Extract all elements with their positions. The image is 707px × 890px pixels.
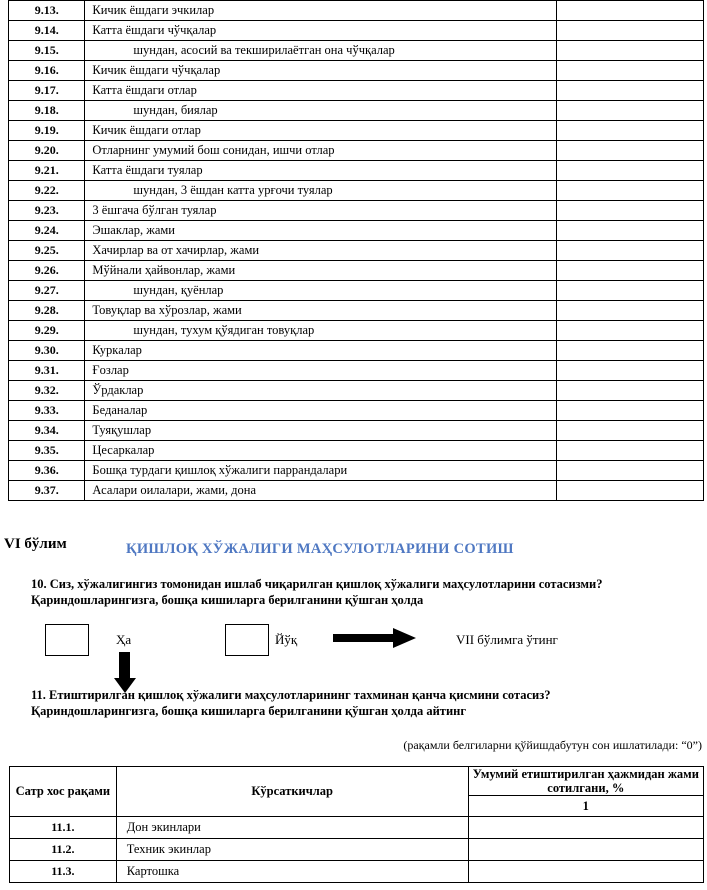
table-row	[9, 401, 704, 421]
row-value-cell[interactable]	[556, 381, 703, 401]
row-value-cell[interactable]	[468, 817, 703, 839]
row-value-cell[interactable]	[468, 839, 703, 861]
table-row	[9, 81, 704, 101]
row-value-cell[interactable]	[556, 1, 703, 21]
row-code: 9.20.	[9, 141, 85, 161]
table-row	[9, 381, 704, 401]
row-value-cell[interactable]	[556, 221, 703, 241]
row-code: 9.24.	[9, 221, 85, 241]
row-code: 9.30.	[9, 341, 85, 361]
table-row	[10, 861, 704, 883]
row-label: Туяқушлар	[85, 421, 556, 441]
row-label: Кичик ёшдаги эчкилар	[85, 1, 556, 21]
row-label: Куркалар	[85, 341, 556, 361]
row-label: 3 ёшгача бўлган туялар	[85, 201, 556, 221]
row-value-cell[interactable]	[556, 341, 703, 361]
row-label: Беданалар	[85, 401, 556, 421]
question-11-line2: Қариндошларингизга, бошқа кишиларга берилганини қўшган ҳолда айтинг	[31, 704, 467, 718]
row-label: Картошка	[116, 861, 468, 883]
table-row	[10, 817, 704, 839]
row-value-cell[interactable]	[556, 401, 703, 421]
row-code: 9.28.	[9, 301, 85, 321]
row-label: Катта ёшдаги чўчқалар	[85, 21, 556, 41]
row-label: Хачирлар ва от хачирлар, жами	[85, 241, 556, 261]
row-code: 9.35.	[9, 441, 85, 461]
row-code: 9.32.	[9, 381, 85, 401]
table-row	[9, 421, 704, 441]
question-11-line1: 11. Етиштирилган қишлоқ хўжалиги маҳсулотларининг тахминан қанча қисмини сотасиз?	[31, 688, 551, 702]
row-code: 9.31.	[9, 361, 85, 381]
row-label: Кичик ёшдаги отлар	[85, 121, 556, 141]
row-label: Ўрдаклар	[85, 381, 556, 401]
table-row	[9, 41, 704, 61]
row-label: Эшаклар, жами	[85, 221, 556, 241]
table-row	[9, 21, 704, 41]
table-row	[9, 281, 704, 301]
row-label: шундан, тухум қўядиган товуқлар	[85, 321, 556, 341]
row-value-cell[interactable]	[468, 861, 703, 883]
row-value-cell[interactable]	[556, 181, 703, 201]
row-code: 9.34.	[9, 421, 85, 441]
row-code: 9.14.	[9, 21, 85, 41]
header-code: Сатр хос рақами	[10, 767, 117, 817]
table-row	[9, 341, 704, 361]
row-label: шундан, 3 ёшдан катта урғочи туялар	[85, 181, 556, 201]
table-row	[9, 101, 704, 121]
row-label: Товуқлар ва хўрозлар, жами	[85, 301, 556, 321]
row-code: 9.22.	[9, 181, 85, 201]
row-code: 9.18.	[9, 101, 85, 121]
row-label: Катта ёшдаги туялар	[85, 161, 556, 181]
row-value-cell[interactable]	[556, 121, 703, 141]
table-row	[9, 461, 704, 481]
header-value: Умумий етиштирилган ҳажмидан жами сотилгани, %	[468, 767, 703, 796]
header-indicators: Кўрсаткичлар	[116, 767, 468, 817]
row-label: Катта ёшдаги отлар	[85, 81, 556, 101]
row-code: 9.36.	[9, 461, 85, 481]
row-label: шундан, асосий ва текширилаётган она чўчқалар	[85, 41, 556, 61]
table-row	[9, 141, 704, 161]
row-code: 9.33.	[9, 401, 85, 421]
row-code: 9.37.	[9, 481, 85, 501]
row-value-cell[interactable]	[556, 441, 703, 461]
row-value-cell[interactable]	[556, 41, 703, 61]
table-row	[9, 441, 704, 461]
row-code: 9.15.	[9, 41, 85, 61]
no-label: Йўқ	[275, 632, 298, 647]
row-code: 9.27.	[9, 281, 85, 301]
row-value-cell[interactable]	[556, 161, 703, 181]
row-value-cell[interactable]	[556, 141, 703, 161]
table-row	[9, 201, 704, 221]
entry-note: (рақамли белгиларни қўйишдабутун сон ишлатилади: “0”)	[403, 738, 702, 752]
sales-table	[9, 766, 704, 883]
row-label: Ғозлар	[85, 361, 556, 381]
row-value-cell[interactable]	[556, 421, 703, 441]
row-value-cell[interactable]	[556, 201, 703, 221]
row-value-cell[interactable]	[556, 81, 703, 101]
yes-label: Ҳа	[116, 632, 132, 647]
row-code: 9.17.	[9, 81, 85, 101]
table-row	[9, 221, 704, 241]
row-code: 9.19.	[9, 121, 85, 141]
table-row	[9, 61, 704, 81]
section-title: ҚИШЛОҚ ХЎЖАЛИГИ МАҲСУЛОТЛАРИНИ СОТИШ	[126, 541, 514, 557]
row-value-cell[interactable]	[556, 361, 703, 381]
table-row	[9, 321, 704, 341]
row-value-cell[interactable]	[556, 21, 703, 41]
row-code: 9.29.	[9, 321, 85, 341]
row-value-cell[interactable]	[556, 461, 703, 481]
row-label: Кичик ёшдаги чўчқалар	[85, 61, 556, 81]
row-label: шундан, биялар	[85, 101, 556, 121]
row-label: Асалари оилалари, жами, дона	[85, 481, 556, 501]
row-code: 9.26.	[9, 261, 85, 281]
table-row	[9, 121, 704, 141]
question-10-line1: 10. Сиз, хўжалигингиз томонидан ишлаб чиқарилган қишлоқ хўжалиги маҳсулотларини сотасизми?	[31, 577, 603, 591]
row-code: 9.13.	[9, 1, 85, 21]
row-code: 9.16.	[9, 61, 85, 81]
question-10-line2: Қариндошларингизга, бошқа кишиларга берилганини қўшган ҳолда	[31, 593, 424, 607]
row-code: 11.1.	[10, 817, 117, 839]
no-checkbox[interactable]	[225, 624, 269, 656]
row-value-cell[interactable]	[556, 281, 703, 301]
header-column-number: 1	[468, 796, 703, 817]
row-label: шундан, қуёнлар	[85, 281, 556, 301]
row-label: Техник экинлар	[116, 839, 468, 861]
livestock-table-body	[9, 1, 704, 501]
table-row	[10, 839, 704, 861]
question-11	[31, 687, 551, 719]
row-value-cell[interactable]	[556, 101, 703, 121]
row-code: 9.25.	[9, 241, 85, 261]
row-code: 11.2.	[10, 839, 117, 861]
row-label: Цесаркалар	[85, 441, 556, 461]
row-value-cell[interactable]	[556, 61, 703, 81]
table-row	[9, 181, 704, 201]
yes-checkbox[interactable]	[45, 624, 89, 656]
row-code: 11.3.	[10, 861, 117, 883]
table-row	[9, 161, 704, 181]
section-label: VI бўлим	[4, 536, 67, 552]
livestock-table	[8, 0, 704, 501]
row-value-cell[interactable]	[556, 241, 703, 261]
right-arrow-icon	[333, 628, 417, 648]
row-label: Бошқа турдаги қишлоқ хўжалиги паррандалари	[85, 461, 556, 481]
row-value-cell[interactable]	[556, 301, 703, 321]
row-value-cell[interactable]	[556, 321, 703, 341]
table-row	[9, 361, 704, 381]
skip-instruction: VII бўлимга ўтинг	[456, 632, 558, 647]
question-10	[31, 576, 602, 608]
sales-header-row	[10, 767, 704, 796]
row-code: 9.23.	[9, 201, 85, 221]
row-value-cell[interactable]	[556, 481, 703, 501]
table-row	[9, 301, 704, 321]
table-row	[9, 261, 704, 281]
row-value-cell[interactable]	[556, 261, 703, 281]
row-label: Мўйнали ҳайвонлар, жами	[85, 261, 556, 281]
row-code: 9.21.	[9, 161, 85, 181]
row-label: Отларнинг умумий бош сонидан, ишчи отлар	[85, 141, 556, 161]
table-row	[9, 241, 704, 261]
table-row	[9, 1, 704, 21]
table-row	[9, 481, 704, 501]
sales-table-body	[10, 767, 704, 883]
row-label: Дон экинлари	[116, 817, 468, 839]
